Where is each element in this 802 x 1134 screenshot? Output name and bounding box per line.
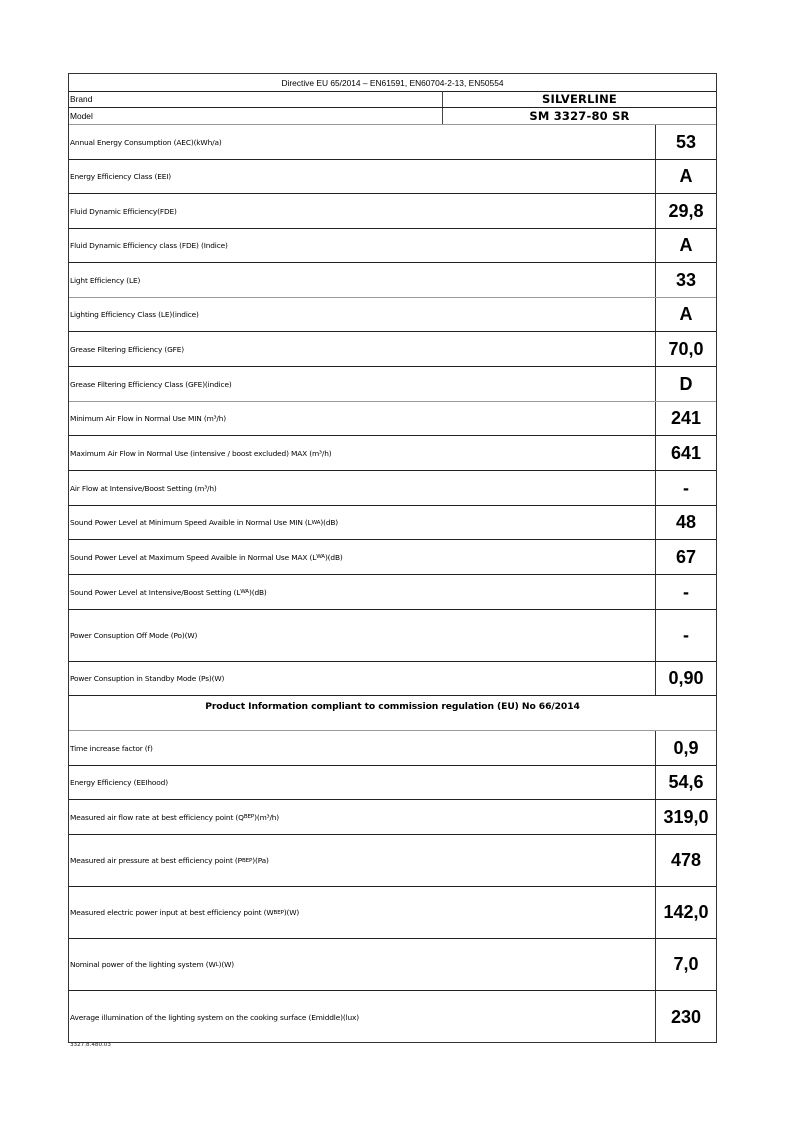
row-value: 319,0 (655, 800, 716, 834)
row-value: A (655, 160, 716, 193)
row-value: 241 (655, 402, 716, 435)
row-value: 33 (655, 263, 716, 297)
row-label: Sound Power Level at Intensive/Boost Setting (L WA )(dB) (70, 587, 267, 597)
row-label: Maximum Air Flow in Normal Use (intensive / boost excluded) MAX (m³/h) (70, 448, 332, 458)
row-pbep (69, 835, 716, 887)
model-value: SM 3327-80 SR (442, 108, 716, 124)
row-label: Annual Energy Consumption (AEC)(kWh/a) (70, 137, 222, 147)
row-label: Measured electric power input at best efficiency point (W BEP )(W) (70, 908, 300, 917)
row-label: Measured air pressure at best efficiency point (P BEP )(Pa) (70, 856, 269, 865)
row-value: 478 (655, 835, 716, 886)
row-label: Lighting Efficiency Class (LE)(indice) (70, 310, 199, 319)
directive-header: Directive EU 65/2014 – EN61591, EN60704-2-13, EN50554 (69, 74, 716, 92)
row-label: Grease Filtering Efficiency Class (GFE)(indice) (70, 379, 232, 389)
product-info-sheet (68, 73, 717, 1043)
section-title: Product Information compliant to commission regulation (EU) No 66/2014 (205, 700, 580, 712)
row-value: - (655, 471, 716, 505)
row-value: 7,0 (655, 939, 716, 990)
row-eei-hood (69, 766, 716, 800)
row-label: Sound Power Level at Minimum Speed Avaible in Normal Use MIN (L WA )(dB) (70, 518, 339, 527)
row-illumination (69, 991, 716, 1043)
row-label: Fluid Dynamic Efficiency class (FDE) (Indice) (70, 241, 228, 250)
row-value: 29,8 (655, 194, 716, 228)
row-label: Sound Power Level at Maximum Speed Avaible in Normal Use MAX (L WA )(dB) (70, 552, 343, 562)
row-airflow-max (69, 436, 716, 471)
row-label: Air Flow at Intensive/Boost Setting (m³/h) (70, 483, 217, 493)
row-sound-max (69, 540, 716, 575)
row-value: A (655, 229, 716, 262)
row-power-standby (69, 662, 716, 696)
row-label: Average illumination of the lighting system on the cooking surface (Emiddle)(lux) (70, 1012, 359, 1022)
row-value: 0,90 (655, 662, 716, 695)
row-wbep (69, 887, 716, 939)
row-qbep (69, 800, 716, 835)
row-value: A (655, 298, 716, 331)
row-label: Energy Efficiency Class (EEI) (70, 172, 172, 181)
row-label: Energy Efficiency (EEIhood) (70, 778, 168, 787)
row-fde-class (69, 229, 716, 263)
row-gfe-class (69, 367, 716, 402)
row-time-factor (69, 731, 716, 766)
model-row (69, 108, 716, 125)
row-label: Light Efficiency (LE) (70, 275, 141, 285)
row-label: Fluid Dynamic Efficiency(FDE) (70, 206, 177, 216)
row-value: D (655, 367, 716, 401)
row-label: Nominal power of the lighting system (W L )(W) (70, 960, 234, 969)
row-le (69, 263, 716, 298)
row-sound-boost (69, 575, 716, 610)
row-value: 67 (655, 540, 716, 574)
brand-row (69, 91, 716, 108)
row-value: 142,0 (655, 887, 716, 938)
row-airflow-min (69, 402, 716, 436)
row-value: 70,0 (655, 332, 716, 366)
row-value: - (655, 575, 716, 609)
row-le-class (69, 298, 716, 332)
row-aec (69, 125, 716, 160)
row-value: 230 (655, 991, 716, 1043)
row-value: 0,9 (655, 731, 716, 765)
row-label: Time increase factor (f) (70, 743, 153, 753)
row-label: Power Consuption Off Mode (Po)(W) (70, 631, 198, 640)
row-power-off (69, 610, 716, 662)
row-sound-min (69, 506, 716, 540)
row-fde (69, 194, 716, 229)
row-airflow-boost (69, 471, 716, 506)
row-label: Grease Filtering Efficiency (GFE) (70, 344, 185, 354)
brand-value: SILVERLINE (442, 91, 716, 107)
row-label: Measured air flow rate at best efficiency point (Q BEP )(m³/h) (70, 812, 280, 822)
row-value: 54,6 (655, 766, 716, 799)
row-label: Power Consuption in Standby Mode (Ps)(W) (70, 674, 225, 683)
section-heading-row (69, 696, 716, 731)
row-gfe (69, 332, 716, 367)
row-value: 641 (655, 436, 716, 470)
brand-label: Brand (70, 94, 93, 104)
row-value: 48 (655, 506, 716, 539)
row-value: - (655, 610, 716, 661)
document-code: 3327.8.480.03 (70, 1042, 111, 1048)
row-lighting-power (69, 939, 716, 991)
model-label: Model (70, 111, 93, 121)
row-label: Minimum Air Flow in Normal Use MIN (m³/h) (70, 414, 227, 423)
row-value: 53 (655, 125, 716, 159)
row-eei (69, 160, 716, 194)
